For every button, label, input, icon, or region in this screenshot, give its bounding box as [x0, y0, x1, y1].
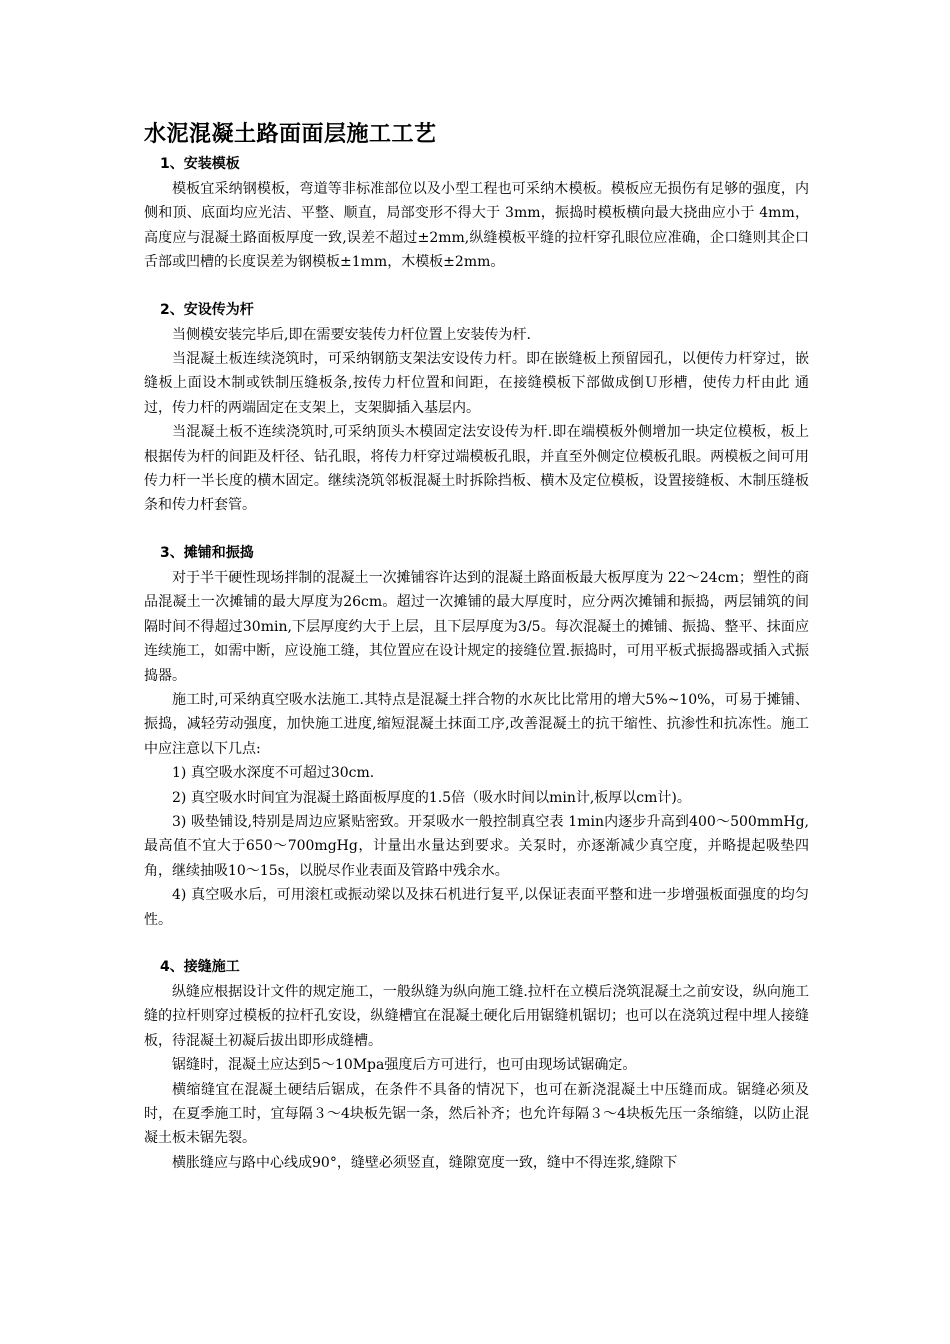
paragraph: 当混凝土板不连续浇筑时,可采纳顶头木模固定法安设传为杆.即在端模板外侧增加一块定位模板，板上根据传为杆的间距及杆径、钻孔眼，将传力杆穿过端模板孔眼，并直至外侧定位模板孔眼。两模板之间可用传力杆一半长度的横木固定。继续浇筑邻板混凝土时拆除挡板、横木及定位模板，设置接缝板、木制压缝板条和传力杆套管。 [144, 424, 809, 514]
paragraph: 纵缝应根据设计文件的规定施工，一般纵缝为纵向施工缝.拉杆在立模后浇筑混凝土之前安设，纵向施工缝的拉杆则穿过模板的拉杆孔安设，纵缝槽宜在混凝土硬化后用锯缝机锯切；也可以在浇筑过程中埋人接缝板，待混凝土初凝后拔出即形成缝槽。 [144, 983, 809, 1049]
section-heading: 1、安装模板 [160, 156, 240, 172]
section-heading: 3、摊铺和振捣 [160, 544, 254, 561]
document-title: 水泥混凝土路面面层施工工艺 [144, 122, 437, 147]
paragraph: 当侧模安装完毕后,即在需要安装传力杆位置上安装传为杆. [172, 326, 531, 343]
section-heading: 4、接缝施工 [160, 958, 240, 975]
section-joint-construction [144, 956, 809, 1175]
section-heading: 2、安设传为杆 [160, 301, 254, 318]
section-install-dowel-bars [144, 299, 809, 518]
paragraph: 当混凝土板连续浇筑时，可采纳钢筋支架法安设传力杆。即在嵌缝板上预留园孔，以便传力杆穿过，嵌缝板上面设木制或铁制压缝板条,按传力杆位置和间距，在接缝模板下部做成倒Ｕ形槽，使传力杆由此 通过，传力杆的两端固定在支架上，支架脚插入基层内。 [144, 351, 809, 416]
paragraph: 模板宜采纳钢模板，弯道等非标准部位以及小型工程也可采纳木模板。模板应无损伤有足够的强度，内侧和顶、底面均应光洁、平整、顺直，局部变形不得大于 3mm，振捣时模板横向最大挠曲应小于 4mm，高度应与混凝土路面板厚度一致,误差不超过±2mm,纵缝模板平缝的拉杆穿孔眼位应准确，企口缝则其企口舌部或凹槽的长度误差为钢模板±1mm，木模板±2mm。 [144, 181, 809, 271]
list-item: 2) 真空吸水时间宜为混凝土路面板厚度的1.5倍（吸水时间以min计,板厚以cm计)。 [172, 789, 691, 806]
section-spacer [144, 518, 809, 542]
list-item: 1) 真空吸水深度不可超过30cm. [172, 765, 375, 782]
paragraph: 施工时,可采纳真空吸水法施工.其特点是混凝土拌合物的水灰比比常用的增大5%~10%，可易于摊铺、振捣，减轻劳动强度，加快施工进度,缩短混凝土抹面工序,改善混凝土的抗干缩性、抗渗性和抗冻性。施工中应注意以下几点: [144, 691, 809, 757]
section-spacer [144, 932, 809, 956]
paragraph: 锯缝时，混凝土应达到5～10Mpa强度后方可进行，也可由现场试锯确定。 [172, 1057, 637, 1074]
section-paving-vibrating [144, 542, 809, 932]
paragraph: 横胀缝应与路中心线成90°，缝壁必须竖直，缝隙宽度一致，缝中不得连浆,缝隙下 [172, 1154, 678, 1171]
section-install-formwork [144, 153, 809, 275]
list-item: 4) 真空吸水后，可用滚杠或振动梁以及抹石机进行复平,以保证表面平整和进一步增强板面强度的均匀性。 [144, 887, 809, 928]
document-body [144, 120, 809, 1175]
section-spacer [144, 275, 809, 299]
list-item: 3) 吸垫铺设,特别是周边应紧贴密致。开泵吸水一般控制真空表 1min内逐步升高到400～500mmHg,最高值不宜大于650～700mgHg，计量出水量达到要求。关泵时，亦逐渐减少真空度，并略提起吸垫四角，继续抽吸10～15s，以脱尽作业表面及管路中残余水。 [144, 813, 809, 879]
paragraph: 横缩缝宜在混凝土硬结后锯成，在条件不具备的情况下，也可在新浇混凝土中压缝而成。锯缝必须及时，在夏季施工时，宜每隔３～4块板先锯一条，然后补齐；也允许每隔３～4块板先压一条缩缝，以防止混凝土板未锯先裂。 [144, 1081, 809, 1147]
paragraph: 对于半干硬性现场拌制的混凝土一次摊铺容许达到的混凝土路面板最大板厚度为 22～24cm；塑性的商品混凝土一次摊铺的最大厚度为26cm。超过一次摊铺的最大厚度时，应分两次摊铺和振捣，两层铺筑的间隔时间不得超过30min,下层厚度约大于上层，且下层厚度为3/5。每次混凝土的摊铺、振捣、整平、抹面应连续施工，如需中断，应设施工缝，其位置应在设计规定的接缝位置.振捣时，可用平板式振捣器或插入式振捣器。 [144, 569, 809, 684]
